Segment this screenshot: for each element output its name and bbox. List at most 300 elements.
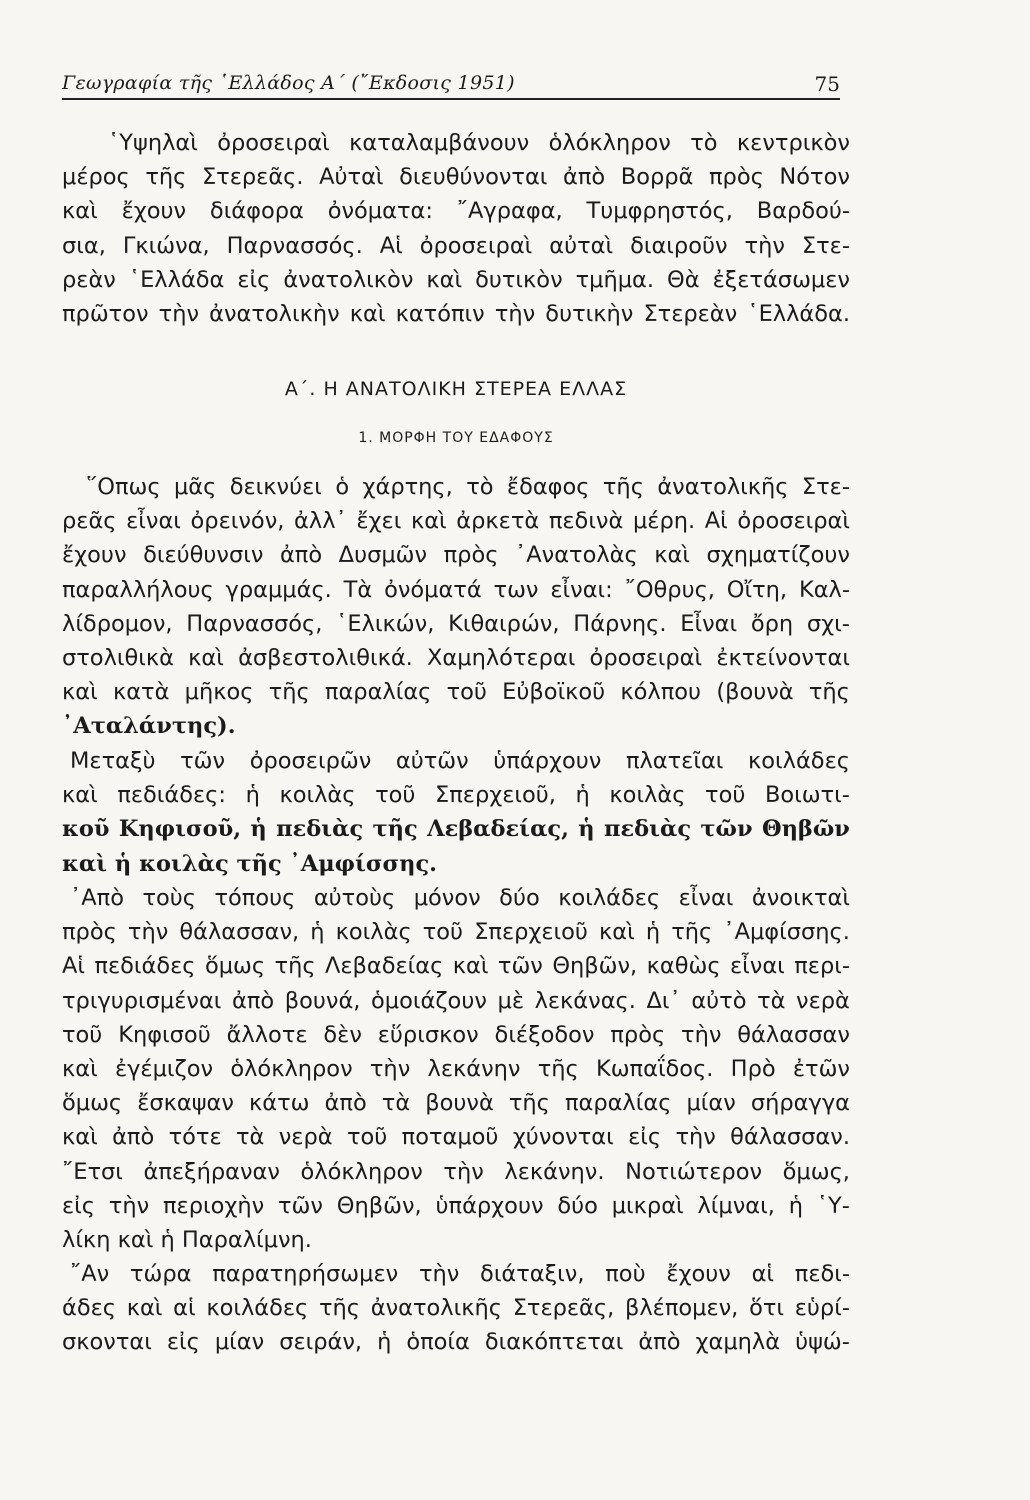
word: στολιθικὰ: [62, 645, 174, 672]
word: πεδιὰς: [276, 816, 364, 843]
word: ὀροσειραὶ: [737, 508, 850, 535]
text-line: [62, 915, 850, 949]
word: αἱ: [751, 1261, 775, 1287]
word: ὁλόκληρον: [548, 130, 671, 156]
word: δεικνύει: [229, 474, 322, 500]
word: (βουνὰ: [716, 679, 794, 706]
word: ἀσβεστολιθικά.: [238, 645, 413, 672]
word: ᾿Αμφίσσης.: [723, 919, 850, 946]
word: σια,: [62, 232, 106, 259]
text-line: λίκη καὶ ἡ Παραλίμνη.: [62, 1227, 312, 1254]
text-line: [62, 1291, 850, 1325]
word: Παρνασσός,: [186, 610, 323, 637]
text-line: [62, 504, 850, 538]
word: Στερεὰν: [643, 301, 738, 328]
word: τῆς: [319, 1295, 361, 1322]
word: ῎Ετσι: [62, 1158, 123, 1185]
word: ἡ: [377, 1329, 392, 1356]
word: Τυμφρηστός,: [586, 198, 733, 225]
word: πλατεῖαι: [625, 748, 724, 774]
word: καθὼς: [646, 953, 721, 980]
word: γραμμάς.: [225, 576, 332, 603]
word: ἀπὸ: [563, 164, 606, 191]
word: εἶναι: [678, 885, 734, 911]
word: κοιλὰς: [609, 782, 686, 809]
word: Κηφισοῦ: [118, 1021, 211, 1048]
word: κεντρικὸν: [736, 130, 850, 156]
word: Παρνασσός.: [226, 232, 363, 259]
word: Γκιώνα,: [122, 232, 210, 259]
word: ἀνατολικῆς: [370, 1295, 502, 1322]
word: βουνὰ: [425, 1090, 494, 1117]
word: ὀνόματα:: [327, 198, 433, 225]
word: χάρτης,: [362, 474, 453, 500]
word: ᾿Ανατολὰς: [514, 542, 638, 569]
word: ἐκτείνονται: [716, 645, 850, 672]
word: τὴν: [675, 1124, 716, 1151]
word: ῾Ελικών,: [336, 610, 435, 637]
word: τῶν: [700, 816, 753, 843]
paragraph-1: [62, 126, 850, 331]
word: καὶ: [126, 1295, 163, 1322]
word: αἱ: [173, 1295, 196, 1322]
text-line: [62, 1052, 850, 1086]
word: εὕρισκον: [377, 1021, 479, 1048]
word: παραλίας: [324, 679, 432, 706]
word: Νότον: [779, 164, 850, 191]
word: καὶ: [62, 782, 98, 809]
text-line: [62, 812, 850, 846]
word: πεδιὰς: [604, 816, 692, 843]
word: δύο: [499, 885, 540, 911]
text-line: [62, 675, 850, 709]
word: τῆς: [268, 679, 310, 706]
word: τῶν: [497, 953, 543, 980]
word: καταλαμβάνουν: [349, 130, 530, 156]
text-line: [62, 1018, 850, 1052]
word: διακόπτεται: [484, 1329, 624, 1356]
word: τοῦ: [375, 782, 416, 809]
word: ἡ: [578, 816, 595, 843]
word: τῶν: [278, 1192, 323, 1219]
word: πρὸς: [62, 919, 117, 946]
text-line: [62, 194, 850, 228]
text-line: [62, 263, 850, 297]
word: ὁλόκληρον: [300, 1158, 423, 1185]
word: Νοτιώτερον: [625, 1158, 763, 1185]
word: πρὸς: [610, 1021, 666, 1048]
word: εἰς: [628, 1124, 662, 1151]
word: ἀνατολικὴν: [209, 301, 340, 328]
word: πεδινὰ: [548, 508, 624, 535]
word: τὴν: [127, 919, 169, 946]
word: Στε-: [801, 232, 850, 259]
word: καὶ: [62, 1056, 98, 1083]
word: περι-: [794, 953, 850, 980]
word: ῞Οπως: [86, 474, 161, 500]
word: τῆς: [508, 1090, 550, 1117]
word: κοιλάδες: [558, 885, 661, 911]
word: ὅτι: [749, 1295, 785, 1322]
word: εἰς: [237, 266, 271, 293]
word: αὐτοὺς: [313, 885, 396, 911]
word: δύο: [557, 1192, 598, 1219]
word: χαμηλὰ: [695, 1329, 781, 1356]
word: ἔδαφος: [506, 474, 590, 500]
text-line: [62, 1189, 850, 1223]
word: κόλπου: [620, 679, 702, 706]
word: ῾Ελλάδα.: [747, 301, 850, 328]
word: ἔχει: [356, 508, 402, 535]
word: ἐγέμιζον: [114, 1056, 214, 1083]
word: κάτω: [249, 1090, 310, 1117]
word: ρεᾶς: [62, 508, 117, 535]
word: ὀροσειραὶ: [589, 645, 703, 672]
word: ὁμοιάζουν: [371, 987, 487, 1014]
word: τῆς: [372, 816, 418, 843]
word: μικραὶ: [611, 1192, 684, 1219]
word: Κιθαιρών,: [448, 610, 560, 637]
word: ῎Αγραφα,: [456, 198, 563, 225]
word: κοιλὰς: [279, 782, 356, 809]
word: ἡ: [310, 919, 325, 946]
word: λεκάνας.: [534, 987, 636, 1014]
word: κατὰ: [112, 679, 170, 706]
word: ἀπεξήραναν: [143, 1158, 280, 1185]
word: ὀρεινόν,: [190, 508, 285, 535]
word: Σπερχειοῦ: [474, 919, 588, 946]
word: Χαμηλότεραι: [427, 645, 576, 672]
word: αὐτὸ: [691, 987, 747, 1014]
word: ὁλόκληρον: [230, 1056, 353, 1083]
word: Δυσμῶν: [338, 542, 428, 569]
text-line: [62, 1086, 850, 1120]
word: ῎Οθρυς,: [624, 576, 715, 603]
word: διάφορα: [209, 198, 304, 225]
word: τὸ: [690, 130, 718, 156]
word: καὶ: [62, 1124, 98, 1151]
word: τὰ: [757, 987, 786, 1014]
text-line: ᾿Αταλάντης).: [62, 713, 236, 740]
word: ἀπὸ: [638, 1329, 681, 1356]
text-line: [62, 297, 850, 331]
paragraph-2: [62, 470, 850, 744]
text-line: [62, 573, 850, 607]
section-heading: Α΄. Η ΑΝΑΤΟΛΙΚΗ ΣΤΕΡΕΑ ΕΛΛΑΣ: [284, 378, 628, 400]
text-line: [62, 1325, 850, 1359]
word: κοιλάδες: [748, 748, 850, 774]
word: θάλασσαν,: [179, 919, 300, 946]
word: εἶναι: [730, 953, 785, 980]
word: διάταξιν,: [480, 1261, 585, 1287]
word: ἄλλοτε: [226, 1021, 308, 1048]
word: τοῦ: [422, 919, 464, 946]
word: τῶν: [180, 748, 226, 774]
word: ὁ: [335, 474, 350, 500]
word: κοῦ: [62, 816, 110, 843]
word: χύνονται: [512, 1124, 614, 1151]
word: σχηματίζουν: [706, 542, 850, 569]
word: δὲν: [323, 1021, 362, 1048]
word: τὴν: [681, 1021, 722, 1048]
word: ἀπὸ: [279, 542, 323, 569]
word: Κηφισοῦ,: [118, 816, 242, 843]
word: Εἶναι: [680, 610, 738, 637]
word: ἡ: [250, 816, 267, 843]
text-line: [62, 607, 850, 641]
word: Καλ-: [798, 576, 850, 603]
word: μᾶς: [173, 474, 217, 500]
word: λεκάνην.: [504, 1158, 605, 1185]
word: περιοχὴν: [162, 1192, 265, 1219]
word: τὴν: [369, 1056, 411, 1083]
word: καὶ: [62, 679, 98, 706]
word: ὄρη: [750, 610, 794, 637]
word: τότε: [168, 1124, 222, 1151]
word: κοιλάδες: [206, 1295, 309, 1322]
word: ὁποία: [406, 1329, 470, 1356]
word: σκονται: [62, 1329, 152, 1356]
word: ὅμως: [204, 953, 266, 980]
word: αὐτῶν: [395, 748, 469, 774]
paragraph-4: [62, 881, 850, 1257]
word: τὴν: [443, 1158, 484, 1185]
text-line: [62, 1120, 850, 1154]
word: τοῦ: [62, 1021, 103, 1048]
word: εἰς: [166, 1329, 200, 1356]
word: εὑρί-: [794, 1295, 850, 1322]
word: Αἱ: [704, 508, 728, 535]
word: ὅμως,: [782, 1158, 850, 1185]
text-line: [62, 538, 850, 572]
word: πεδιάδες:: [117, 782, 226, 809]
word: Τὰ: [343, 576, 373, 603]
word: Στερεᾶς,: [512, 1295, 615, 1322]
word: ἀλλ᾿: [294, 508, 347, 535]
word: τριγυρισμέναι: [62, 987, 222, 1014]
word: άδες: [62, 1295, 116, 1322]
word: τοὺς: [142, 885, 196, 911]
word: διαιροῦν: [630, 232, 728, 259]
word: λίδρομον,: [62, 610, 173, 637]
word: ὅμως: [62, 1090, 123, 1117]
paragraph-5: [62, 1257, 850, 1360]
text-line: [62, 126, 850, 160]
word: κοιλὰς: [335, 919, 412, 946]
word: Θηβῶν: [761, 816, 850, 843]
word: τὰ: [235, 1124, 265, 1151]
word: διεύθυνσιν: [143, 542, 264, 569]
word: καὶ: [426, 266, 463, 293]
word: εἰς: [62, 1192, 95, 1219]
word: ὀροσειρῶν: [249, 748, 372, 774]
text-line: [62, 1155, 850, 1189]
word: κατόπιν: [395, 301, 485, 328]
word: τῆς: [537, 1056, 579, 1083]
word: Στε-: [801, 474, 850, 500]
word: Βορρᾶ: [620, 164, 694, 191]
word: λεκάνην: [427, 1056, 521, 1083]
word: εἶναι: [126, 508, 181, 535]
word: πρὸς: [709, 164, 764, 191]
word: σειράν,: [279, 1329, 363, 1356]
word: τῆς: [808, 679, 850, 706]
word: Αὐταὶ: [319, 164, 384, 191]
word: ὀροσειραὶ: [419, 232, 533, 259]
word: ἐξετάσωμεν: [712, 266, 850, 293]
word: ᾿Απὸ: [70, 885, 124, 911]
text-line: [62, 778, 850, 812]
text-line: καὶ ἡ κοιλὰς τῆς ᾿Αμφίσσης.: [62, 850, 437, 877]
word: τῆς: [602, 474, 644, 500]
word: Πάρνης.: [573, 610, 667, 637]
word: μίαν: [686, 1090, 736, 1117]
word: καὶ: [654, 542, 690, 569]
word: τὰ: [381, 1090, 411, 1117]
word: ἔχουν: [121, 198, 187, 225]
word: τώρα: [129, 1261, 192, 1287]
word: ἡ: [245, 782, 260, 809]
word: νερὰ: [796, 987, 850, 1014]
word: ὀνόματά: [384, 576, 482, 603]
word: Θηβῶν,: [552, 953, 638, 980]
word: ἔχουν: [62, 542, 127, 569]
word: πρῶτον: [62, 301, 149, 328]
word: τόπους: [214, 885, 296, 911]
word: εἶναι:: [550, 576, 613, 603]
word: Οἴτη,: [726, 576, 788, 603]
word: Βοιωτι-: [764, 782, 850, 809]
word: μέρος: [62, 164, 130, 191]
word: καὶ: [62, 198, 98, 225]
word: ρεὰν: [62, 266, 116, 293]
header-rule: [62, 98, 840, 100]
word: σήραγγα: [750, 1090, 850, 1117]
word: ῾Ελλάδα: [128, 266, 225, 293]
word: ἀνατολικὸν: [283, 266, 414, 293]
text-line: [62, 470, 850, 504]
word: τὸ: [466, 474, 494, 500]
word: σχι-: [806, 610, 850, 637]
word: ἡ: [645, 919, 661, 946]
word: βουνά,: [284, 987, 361, 1014]
text-line: [62, 160, 850, 194]
word: Θὰ: [667, 266, 700, 293]
word: καὶ: [349, 301, 386, 328]
word: λίμναι,: [697, 1192, 775, 1219]
word: ὑπάρχουν: [493, 748, 602, 774]
page-number: 75: [814, 72, 840, 96]
word: πρὸς: [443, 542, 499, 569]
word: ἔσκαψαν: [137, 1090, 234, 1117]
word: τὴν: [494, 301, 536, 328]
word: καὶ: [599, 919, 635, 946]
word: τοῦ: [705, 782, 746, 809]
word: Λεβαδείας,: [427, 816, 569, 843]
text-line: [62, 744, 850, 778]
word: αὐταὶ: [549, 232, 614, 259]
word: ποὺ: [605, 1261, 646, 1287]
word: Στερεᾶς.: [201, 164, 304, 191]
word: παρατηρήσωμεν: [212, 1261, 399, 1287]
word: τὴν: [418, 1261, 460, 1287]
word: τοῦ: [446, 679, 487, 706]
word: ἡ: [575, 782, 590, 809]
word: θάλασσαν.: [730, 1124, 850, 1151]
word: μέρη.: [632, 508, 696, 535]
text-line: [62, 881, 850, 915]
word: παραλλήλους: [62, 576, 214, 603]
word: τοῦ: [346, 1124, 388, 1151]
word: ὀροσειραὶ: [217, 130, 330, 156]
word: καὶ: [452, 953, 489, 980]
word: τῆς: [274, 953, 316, 980]
word: ἀπὸ: [112, 1124, 155, 1151]
word: νερὰ: [278, 1124, 333, 1151]
word: πεδι-: [794, 1261, 850, 1287]
header-title: Γεωγραφία τῆς ῾Ελλάδος Α΄ (῎Εκδοσις 1951): [62, 72, 515, 94]
word: ἀρκετὰ: [456, 508, 540, 535]
word: διευθύνονται: [399, 164, 548, 191]
text-line: [62, 949, 850, 983]
word: Μεταξὺ: [70, 748, 156, 774]
word: τὴν: [108, 1192, 150, 1219]
word: Αἱ: [62, 953, 86, 980]
text-line: [62, 1257, 850, 1291]
word: μόνον: [413, 885, 481, 911]
word: Πρὸ: [730, 1056, 776, 1083]
paragraph-3: [62, 744, 850, 881]
word: ἡ: [788, 1192, 803, 1219]
word: δυτικὴν: [545, 301, 634, 328]
word: ἀνατολικῆς: [657, 474, 789, 500]
word: ἀπὸ: [324, 1090, 367, 1117]
word: καὶ: [410, 508, 447, 535]
word: τὴν: [158, 301, 200, 328]
word: μίαν: [214, 1329, 265, 1356]
word: ὑψώ-: [795, 1329, 850, 1356]
word: ἔχουν: [666, 1261, 731, 1287]
word: τμῆμα.: [575, 266, 655, 293]
subsection-heading: 1. ΜΟΡΦΗ ΤΟΥ ΕΔΑΦΟΥΣ: [358, 430, 554, 446]
word: ῎Αν: [70, 1261, 110, 1287]
word: θάλασσαν: [737, 1021, 850, 1048]
word: ποταμοῦ: [401, 1124, 499, 1151]
word: διέξοδον: [494, 1021, 595, 1048]
word: Κωπαΐδος.: [595, 1056, 714, 1083]
word: των: [493, 576, 539, 603]
word: παραλίας: [564, 1090, 672, 1117]
word: Δι᾿: [646, 987, 681, 1014]
word: ῾Υψηλαὶ: [108, 130, 198, 156]
word: βλέπομεν,: [624, 1295, 739, 1322]
word: τὴν: [744, 232, 785, 259]
word: δυτικὸν: [475, 266, 563, 293]
word: ἀπὸ: [232, 987, 275, 1014]
word: πεδιάδες: [94, 953, 196, 980]
text-line: [62, 641, 850, 675]
word: ὑπάρχουν: [435, 1192, 544, 1219]
word: Λεβαδείας: [324, 953, 444, 980]
text-line: [62, 984, 850, 1018]
word: Αἱ: [379, 232, 403, 259]
word: καὶ: [188, 645, 224, 672]
word: μὲ: [497, 987, 524, 1014]
word: Σπερχειοῦ,: [435, 782, 556, 809]
word: Βαρδού-: [756, 198, 850, 225]
word: τῆς: [671, 919, 713, 946]
word: ἐτῶν: [792, 1056, 850, 1083]
